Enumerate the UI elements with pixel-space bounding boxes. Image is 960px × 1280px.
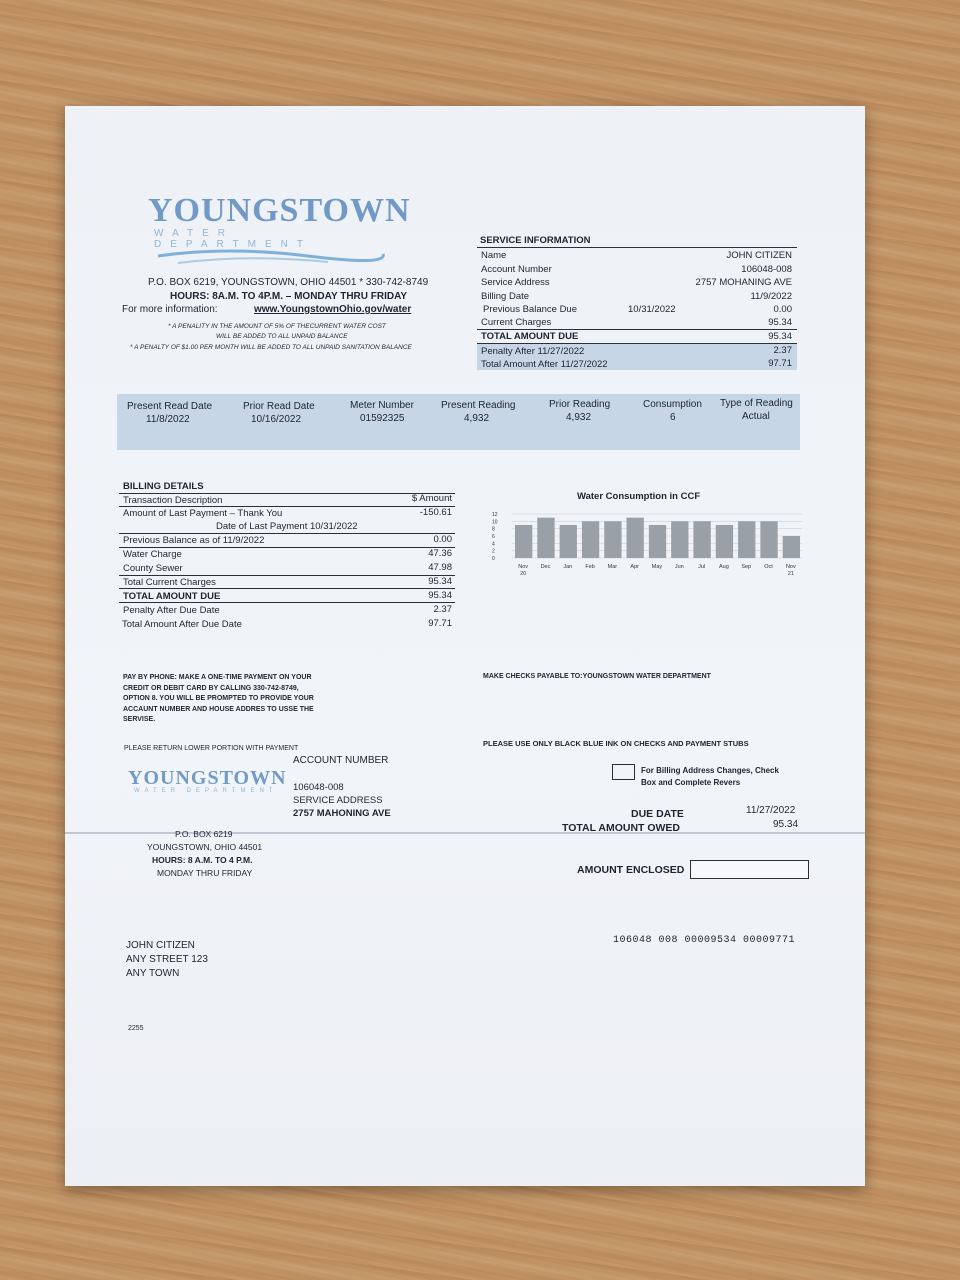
penalty-note-2: * A PENALTY OF $1.00 PER MONTH WILL BE ADDED TO ALL UNPAID SANITATION BALANCE <box>130 344 412 351</box>
due-date-label: DUE DATE <box>631 808 684 820</box>
billing-date-value: 11/9/2022 <box>750 291 792 302</box>
billing-row-label: Penalty After Due Date <box>123 605 220 616</box>
billing-row-label: Total Current Charges <box>123 577 216 588</box>
checks-payable-note: MAKE CHECKS PAYABLE TO:YOUNGSTOWN WATER DEPARTMENT <box>483 673 711 680</box>
address-label: Service Address <box>481 277 550 288</box>
total-owed: 95.34 <box>773 819 799 830</box>
due-date: 11/27/2022 <box>746 805 796 816</box>
penalty-note-1: * A PENALITY IN THE AMOUNT OF 5% OF THECURRENT WATER COST <box>168 323 386 330</box>
billing-row-label: Previous Balance as of 11/9/2022 <box>123 535 265 546</box>
col-amount: $ Amount <box>411 493 452 504</box>
penalty-after-label: Penalty After 11/27/2022 <box>481 346 585 357</box>
x-tick-label: Jul <box>698 564 706 570</box>
name-label: Name <box>481 250 507 261</box>
y-tick-label: 2 <box>492 548 495 555</box>
consumption-bar <box>760 521 777 558</box>
header-hours: HOURS: 8A.M. TO 4P.M. – MONDAY THRU FRIDAY <box>170 291 408 302</box>
account-value: 106048-008 <box>741 264 792 275</box>
stub-code: 2255 <box>128 1025 144 1032</box>
account-label: Account Number <box>481 264 552 275</box>
current-charges-value: 95.34 <box>768 317 792 328</box>
x-tick-label: Dec <box>540 564 551 570</box>
total-due-value: 95.34 <box>768 331 792 342</box>
y-tick-label: 0 <box>492 556 495 562</box>
present-read-date-label: Present Read Date <box>127 401 213 412</box>
consumption-chart-svg <box>484 508 804 588</box>
chart-title: Water Consumption in CCF <box>577 491 701 502</box>
consumption-bar <box>649 525 666 558</box>
return-note: PLEASE RETURN LOWER PORTION WITH PAYMENT <box>124 745 299 752</box>
present-read-date: 11/8/2022 <box>146 414 190 425</box>
y-tick-label: 8 <box>492 526 495 533</box>
present-reading: 4,932 <box>464 413 490 424</box>
consumption-value: 6 <box>670 412 676 423</box>
total-due-label: TOTAL AMOUNT DUE <box>481 331 579 342</box>
billing-row-amount: 47.98 <box>428 562 452 573</box>
consumption-bar <box>693 521 710 558</box>
prior-read-date-label: Prior Read Date <box>243 401 315 412</box>
billing-title: BILLING DETAILS <box>123 481 204 492</box>
billing-row-amount: 95.34 <box>428 576 452 587</box>
billing-row-amount: 97.71 <box>428 618 452 629</box>
po-line: P.O. BOX 6219 <box>175 829 233 839</box>
meter-number-label: Meter Number <box>350 400 414 411</box>
logo-subtext: WATER DEPARTMENT <box>134 788 278 794</box>
customer-line: ANY TOWN <box>126 968 180 979</box>
youngstown-logo-small <box>128 767 287 807</box>
penalty-after-value: 2.37 <box>773 345 792 356</box>
x-tick-label: May <box>651 564 663 570</box>
divider <box>119 588 455 589</box>
billing-total-label: TOTAL AMOUNT DUE <box>123 591 221 602</box>
consumption-bar <box>783 536 800 558</box>
total-after-value: 97.71 <box>768 358 792 369</box>
divider <box>477 247 797 248</box>
pay-phone-line: SERVISE. <box>123 716 156 723</box>
x-tick-label: Nov <box>785 564 796 570</box>
current-charges-label: Current Charges <box>481 317 552 328</box>
x-tick-label: Jan <box>563 564 573 570</box>
amount-enclosed-label: AMOUNT ENCLOSED <box>577 864 685 876</box>
pay-phone-line: CREDIT OR DEBIT CARD BY CALLING 330-742-8749, <box>123 684 299 692</box>
po-line: MONDAY THRU FRIDAY <box>157 868 253 878</box>
meter-number: 01592325 <box>360 413 405 424</box>
consumption-bar <box>515 525 532 558</box>
prev-balance-date: 10/31/2022 <box>628 304 676 315</box>
divider <box>119 602 455 603</box>
consumption-bar <box>716 525 733 558</box>
billing-row-label: Water Charge <box>123 549 182 560</box>
total-owed-label: TOTAL AMOUNT OWED <box>562 822 681 834</box>
x-tick-label: Feb <box>585 564 595 570</box>
consumption-bar <box>560 525 577 558</box>
address-change-note-2: Box and Complete Revers <box>641 778 741 787</box>
y-tick-label: 12 <box>492 512 498 518</box>
wave-icon <box>148 248 388 268</box>
billing-date-label: Billing Date <box>481 291 530 302</box>
name-value: JOHN CITIZEN <box>726 250 792 261</box>
micr-line: 106048 008 00009534 00009771 <box>613 935 796 946</box>
consumption-bar <box>671 521 688 558</box>
y-tick-label: 4 <box>492 541 495 548</box>
consumption-bar <box>604 521 621 558</box>
billing-row-amount: 2.37 <box>433 604 452 615</box>
consumption-bar <box>582 521 599 558</box>
consumption-label: Consumption <box>643 399 702 410</box>
billing-total-amount: 95.34 <box>428 590 452 601</box>
x-tick-label: Nov <box>518 564 529 570</box>
service-title: SERVICE INFORMATION <box>480 235 591 246</box>
present-reading-label: Present Reading <box>441 400 516 411</box>
billing-row-label: Amount of Last Payment – Thank You <box>123 508 283 519</box>
consumption-bar <box>537 518 554 558</box>
prior-reading: 4,932 <box>566 412 592 423</box>
x-tick-label: Jun <box>674 564 684 570</box>
billing-row-amount: 47.36 <box>428 548 452 559</box>
divider <box>477 329 797 330</box>
po-line: YOUNGSTOWN, OHIO 44501 <box>147 842 263 852</box>
y-tick-label: 10 <box>492 519 498 526</box>
col-description: Transaction Description <box>123 495 223 506</box>
y-tick-label: 6 <box>492 534 495 540</box>
billing-row-label: County Sewer <box>123 563 183 574</box>
reading-type-label: Type of Reading <box>720 398 793 409</box>
x-tick-label: Apr <box>630 564 639 570</box>
customer-line: JOHN CITIZEN <box>126 940 195 951</box>
ink-note: PLEASE USE ONLY BLACK BLUE INK ON CHECKS AND PAYMENT STUBS <box>483 739 749 748</box>
logo-text: YOUNGSTOWN <box>148 192 411 229</box>
billing-row-amount: -150.61 <box>419 507 452 518</box>
stub-account: 106048-008 <box>293 782 344 793</box>
x-tick-label: Mar <box>607 564 618 570</box>
billing-row-label: Total Amount After Due Date <box>122 619 242 630</box>
po-line: HOURS: 8 A.M. TO 4 P.M. <box>152 855 253 865</box>
amount-enclosed-field[interactable] <box>690 860 809 879</box>
logo-subtext: WATER DEPARTMENT <box>154 228 312 250</box>
pay-phone-line: OPTION 8. YOU WILL BE PROMPTED TO PROVIDE YOUR <box>123 695 314 702</box>
stub-service-label: SERVICE ADDRESS <box>293 795 383 806</box>
x-tick-label: 20 <box>520 571 527 577</box>
stub-service: 2757 MAHONING AVE <box>293 808 391 819</box>
stub-account-label: ACCOUNT NUMBER <box>293 755 389 766</box>
prior-read-date: 10/16/2022 <box>251 414 302 425</box>
website-link[interactable]: www.YoungstownOhio.gov/water <box>254 304 412 315</box>
prior-reading-label: Prior Reading <box>549 399 611 410</box>
customer-line: ANY STREET 123 <box>126 954 208 965</box>
logo-text: YOUNGSTOWN <box>128 767 287 789</box>
header-address: P.O. BOX 6219, YOUNGSTOWN, OHIO 44501 * 330-742-8749 <box>148 277 429 288</box>
consumption-bar <box>738 521 755 558</box>
x-tick-label: Sep <box>741 564 752 570</box>
billing-row-amount: 0.00 <box>433 534 452 545</box>
prev-balance-value: 0.00 <box>773 304 792 315</box>
consumption-bar <box>627 518 644 558</box>
x-tick-label: Aug <box>719 564 729 570</box>
pay-phone-line: ACCAUNT NUMBER AND HOUSE ADDRES TO USSE THE <box>123 705 314 713</box>
penalty-note-1b: WILL BE ADDED TO ALL UNPAID BALANCE <box>216 333 348 340</box>
reading-type: Actual <box>742 411 770 422</box>
total-after-label: Total Amount After 11/27/2022 <box>481 359 608 370</box>
pay-phone-line: PAY BY PHONE: MAKE A ONE-TIME PAYMENT ON YOUR <box>123 674 312 681</box>
prev-balance-label: Previous Balance Due <box>483 304 577 315</box>
youngstown-logo <box>148 192 411 262</box>
x-tick-label: 21 <box>787 571 794 577</box>
address-change-checkbox[interactable] <box>612 764 635 780</box>
address-change-note: For Billing Address Changes, Check <box>641 766 779 775</box>
address-value: 2757 MOHANING AVE <box>695 277 792 288</box>
x-tick-label: Oct <box>764 564 773 570</box>
billing-row-label: Date of Last Payment 10/31/2022 <box>216 521 358 532</box>
more-info-label: For more information: <box>122 304 218 315</box>
